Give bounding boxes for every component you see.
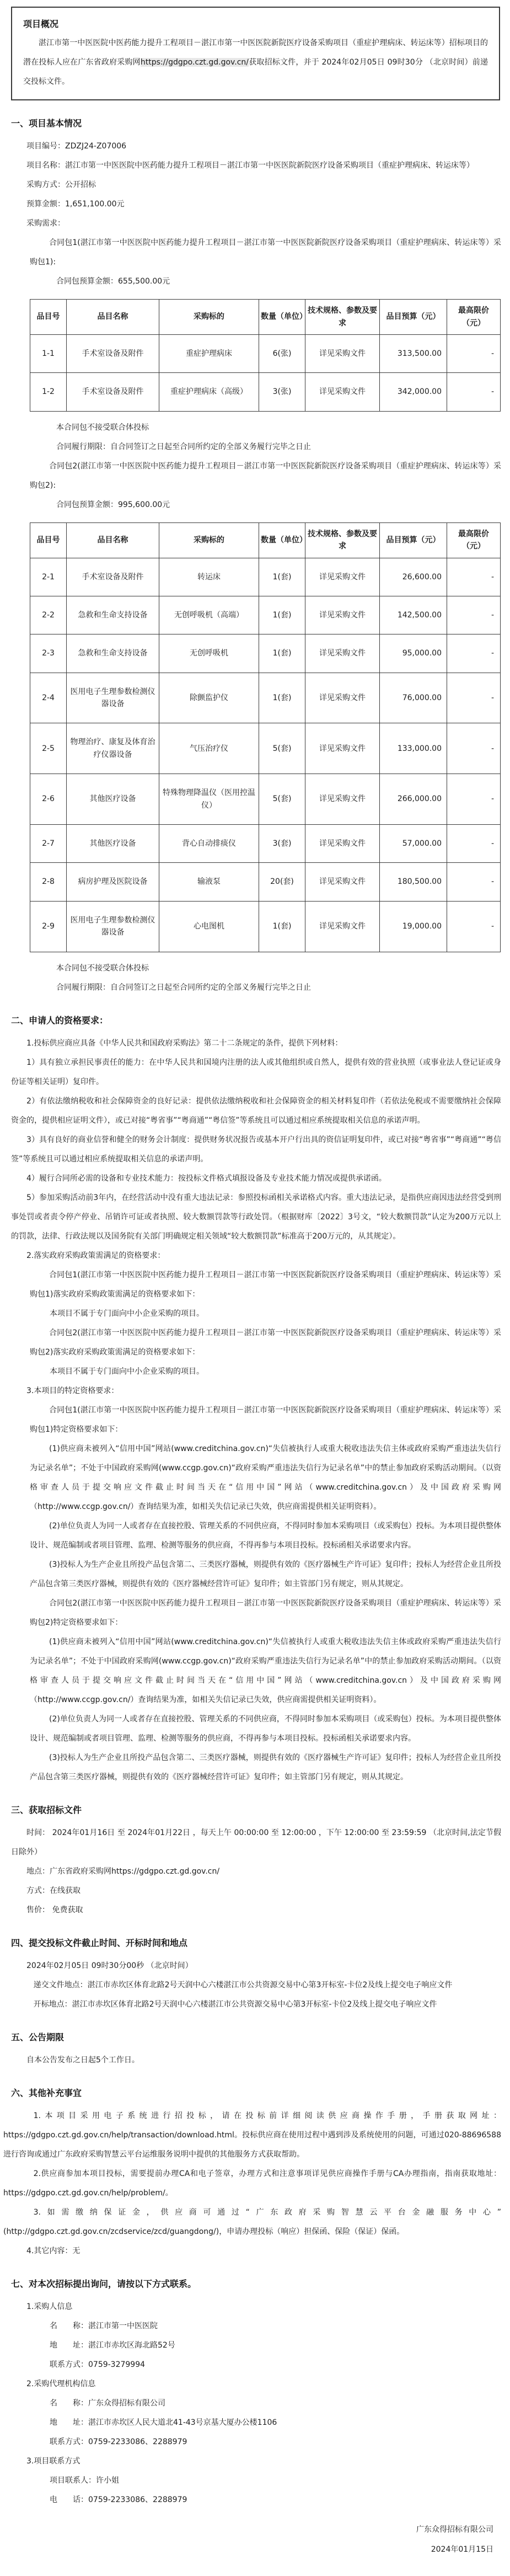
table-row bbox=[30, 673, 501, 723]
table-cell: 手术室设备及附件 bbox=[67, 373, 159, 411]
table-cell: 95,000.00 bbox=[380, 634, 447, 673]
table-cell: - bbox=[447, 774, 501, 825]
column-header: 采购标的 bbox=[159, 300, 259, 335]
table-cell: 313,500.00 bbox=[380, 334, 447, 372]
section-basic-heading: 一、项目基本情况 bbox=[11, 118, 82, 129]
table-cell: 6(张) bbox=[259, 334, 305, 372]
table-header-row bbox=[30, 522, 501, 558]
section-obtain-heading: 三、获取招标文件 bbox=[11, 1804, 82, 1815]
table-cell: 详见采购文件 bbox=[305, 774, 380, 825]
open-place-line: 开标地点：湛江市赤坎区体育北路2号天润中心六楼湛江市公共资源交易中心第3开标室-卡位2及线上提交电子响应文件 bbox=[33, 1999, 437, 2009]
qualification-item: 2.落实政府采购政策需满足的资格要求： bbox=[26, 1251, 165, 1260]
table-cell: 1-2 bbox=[30, 373, 67, 411]
table-cell: 背心自动排痰仪 bbox=[159, 825, 259, 863]
table-cell: 特殊物理降温仪（医用控温仪） bbox=[159, 774, 259, 825]
supplement-item: 4.其它内容：无 bbox=[26, 2246, 80, 2255]
table-cell: 输液泵 bbox=[159, 863, 259, 901]
table-cell: 1(套) bbox=[259, 901, 305, 952]
supplement-item: 3.如需缴纳保证金，供应商可通过“广东政府采购智慧云平台金融服务中心”(http://gdgpo.czt.gd.gov.cn/zcdservice/zcd/guangdong/)，申请办理投标（响应）担保函、保险（保证）保函。 bbox=[3, 2207, 501, 2236]
qualification-item: (2)单位负责人为同一人或者存在直接控股、管理关系的不同供应商，不得同时参加本采购项目（或采购包）投标。为本项目提供整体设计、规范编制或者项目管理、监理、检测等服务的供应商，不得再参与本项目投标。投标函相关承诺要求内容。 bbox=[30, 1714, 501, 1743]
column-header: 技术规格、参数及要求 bbox=[305, 300, 380, 335]
table-cell: 转运床 bbox=[159, 558, 259, 596]
table-cell: 心电图机 bbox=[159, 901, 259, 952]
supplement-item: 1.本项目采用电子系统进行招投标，请在投标前详细阅读供应商操作手册，手册获取网址：https://gdgpo.czt.gd.gov.cn/help/transaction/download.html。投标供应商在使用过程中遇到涉及系统使用的问题，可通过020-88696588 进行咨询或通过广东政府采购智慧云平台运维服务说明中提供的其他服务方式获取帮助。 bbox=[3, 2111, 501, 2159]
table-row bbox=[30, 863, 501, 901]
table-cell: 133,000.00 bbox=[380, 723, 447, 774]
table-cell: 医用电子生理参数检测仪器设备 bbox=[67, 673, 159, 723]
items-table-package2 bbox=[30, 522, 501, 952]
column-header: 数量（单位） bbox=[259, 300, 305, 335]
overview-heading: 项目概况 bbox=[23, 19, 59, 29]
demand-label: 采购需求： bbox=[26, 219, 65, 228]
table-cell: 无创呼吸机 bbox=[159, 634, 259, 673]
table-cell: 20(套) bbox=[259, 863, 305, 901]
table-cell: - bbox=[447, 373, 501, 411]
obtain-way-line: 方式：在线获取 bbox=[26, 1886, 80, 1895]
qualification-not-sme: 本项目不属于专门面向中小企业采购的项目。 bbox=[50, 1309, 204, 1318]
table-cell: 2-8 bbox=[30, 863, 67, 901]
table-cell: 手术室设备及附件 bbox=[67, 558, 159, 596]
qualification-item: 1.投标供应商应具备《中华人民共和国政府采购法》第二十二条规定的条件，提供下列材料： bbox=[26, 1038, 343, 1048]
table-cell: 详见采购文件 bbox=[305, 673, 380, 723]
table-cell: - bbox=[447, 558, 501, 596]
table-cell: 2-5 bbox=[30, 723, 67, 774]
supplement-item: 2.供应商参加本项目投标，需要提前办理CA和电子签章，办理方式和注意事项详见供应商操作手册与CA办理指南，指南获取地址：https://gdgpo.czt.gd.gov.cn/help/problem/。 bbox=[3, 2169, 501, 2198]
table-row bbox=[30, 825, 501, 863]
table-row bbox=[30, 558, 501, 596]
table-cell: 180,500.00 bbox=[380, 863, 447, 901]
table-cell: 急救和生命支持设备 bbox=[67, 596, 159, 634]
package2-duration: 合同履行期限：自合同签订之日起至合同所约定的全部义务履行完毕之日止 bbox=[56, 983, 311, 992]
table-cell: 2-2 bbox=[30, 596, 67, 634]
agency-name-line: 名 称：广东众得招标有限公司 bbox=[50, 2398, 165, 2408]
table-cell: - bbox=[447, 863, 501, 901]
table-cell: 1-1 bbox=[30, 334, 67, 372]
qualification-item: (1)供应商未被列入“信用中国”网站(www.creditchina.gov.cn)“失信被执行人或重大税收违法失信主体或政府采购严重违法失信行为记录名单”；不处于中国政府采购网(www.ccgp.gov.cn)“政府采购严重违法失信行为记录名单”中的禁止参加政府采购活动期间。（以资格审查人员于提交响应文件截止时间当天在“信用中国”网站（www.creditchina.gov.cn）及中国政府采购网（http://www.ccgp.gov.cn/）查询结果为准，如相关失信记录已失效，供应商需提供相关证明资料）。 bbox=[30, 1444, 501, 1511]
table-cell: 2-7 bbox=[30, 825, 67, 863]
table-cell: 2-4 bbox=[30, 673, 67, 723]
table-cell: 重症护理病床 bbox=[159, 334, 259, 372]
table-cell: 266,000.00 bbox=[380, 774, 447, 825]
signature-date: 2024年01月15日 bbox=[431, 2545, 493, 2554]
table-cell: 2-9 bbox=[30, 901, 67, 952]
obtain-price-line: 售价： 免费获取 bbox=[26, 1905, 83, 1914]
qualification-package2-policy: 合同包2(湛江市第一中医医院中医药能力提升工程项目－湛江市第一中医医院新院医疗设备采购项目（重症护理病床、转运床等）采购包2)落实政府采购政策需满足的资格要求如下： bbox=[30, 1328, 501, 1357]
table-cell: 26,600.00 bbox=[380, 558, 447, 596]
qualification-package2-specific: 合同包2(湛江市第一中医医院中医药能力提升工程项目－湛江市第一中医医院新院医疗设备采购项目（重症护理病床、转运床等）采购包2)特定资格要求如下： bbox=[30, 1598, 501, 1627]
table-row bbox=[30, 596, 501, 634]
table-cell: 3(张) bbox=[259, 373, 305, 411]
qualification-package1-specific: 合同包1(湛江市第一中医医院中医药能力提升工程项目－湛江市第一中医医院新院医疗设备采购项目（重症护理病床、转运床等）采购包1)特定资格要求如下： bbox=[30, 1405, 501, 1434]
table-cell: 1(套) bbox=[259, 558, 305, 596]
deadline-datetime-line: 2024年02月05日 09时30分00秒 （北京时间） bbox=[26, 1961, 193, 1970]
qualification-item: 2）有依法缴纳税收和社会保障资金的良好记录：提供依法缴纳税收和社会保障资金的相关材料复印件（若依法免税或不需要缴纳社会保障资金的，提供相应证明文件），或已对接“粤省事”“粤商通”“粤信签”等系统且可以通过相应系统提取相关信息的承诺声明。 bbox=[11, 1096, 501, 1125]
table-cell: 详见采购文件 bbox=[305, 723, 380, 774]
section-deadline-heading: 四、提交投标文件截止时间、开标时间和地点 bbox=[11, 1937, 188, 1948]
qualification-item: (2)单位负责人为同一人或者存在直接控股、管理关系的不同供应商，不得同时参加本采购项目（或采购包）投标。为本项目提供整体设计、规范编制或者项目管理、监理、检测等服务的供应商，不得再参与本项目投标。投标函相关承诺要求内容。 bbox=[30, 1521, 501, 1550]
section-supplement-heading: 六、其他补充事宜 bbox=[11, 2087, 82, 2098]
column-header: 品目名称 bbox=[67, 300, 159, 335]
qualification-item: 5）参加采购活动前3年内，在经营活动中没有重大违法记录：参照投标函相关承诺格式内容。重大违法记录，是指供应商因违法经营受到刑事处罚或者责令停产停业、吊销许可证或者执照、较大数额罚款等行政处罚。（根据财库〔2022〕3号文，“较大数额罚款”认定为200万元以上的罚款，法律、行政法规以及国务院有关部门明确规定相关领域“较大数额罚款”标准高于200万元的，从其规定）。 bbox=[11, 1193, 501, 1241]
column-header: 采购标的 bbox=[159, 522, 259, 558]
table-cell: 病房护理及医院设备 bbox=[67, 863, 159, 901]
purchase-method-line: 采购方式：公开招标 bbox=[26, 180, 96, 190]
package2-budget: 合同包预算金额：995,600.00元 bbox=[56, 500, 170, 509]
table-cell: 详见采购文件 bbox=[305, 373, 380, 411]
agency-info-title: 2.采购代理机构信息 bbox=[26, 2379, 96, 2388]
table-row bbox=[30, 723, 501, 774]
package1-budget: 合同包预算金额：655,500.00元 bbox=[56, 277, 170, 286]
table-cell: 医用电子生理参数检测仪器设备 bbox=[67, 901, 159, 952]
qualification-item: (3)投标人为生产企业且所投产品包含第二、三类医疗器械，则提供有效的《医疗器械生产许可证》复印件；投标人为经营企业且所投产品包含第三类医疗器械，则提供有效的《医疗器械经营许可证》复印件；如主管部门另有规定，则从其规定。 bbox=[30, 1753, 501, 1782]
budget-line: 预算金额：1,651,100.00元 bbox=[26, 200, 125, 209]
table-cell: 57,000.00 bbox=[380, 825, 447, 863]
submit-place-line: 递交文件地点：湛江市赤坎区体育北路2号天润中心六楼湛江市公共资源交易中心第3开标室-卡位2及线上提交电子响应文件 bbox=[33, 1980, 453, 1990]
table-cell: 342,000.00 bbox=[380, 373, 447, 411]
signature-block bbox=[3, 2520, 501, 2560]
items-table-package1 bbox=[30, 299, 501, 412]
obtain-place-line: 地点：广东省政府采购网https://gdgpo.czt.gd.gov.cn/ bbox=[26, 1866, 220, 1876]
purchaser-phone-line: 联系方式：0759-3279994 bbox=[50, 2360, 146, 2369]
qualification-item: (1)供应商未被列入“信用中国”网站(www.creditchina.gov.cn)“失信被执行人或重大税收违法失信主体或政府采购严重违法失信行为记录名单”；不处于中国政府采购网(www.ccgp.gov.cn)“政府采购严重违法失信行为记录名单”中的禁止参加政府采购活动期间。（以资格审查人员于提交响应文件截止时间当天在“信用中国”网站（www.creditchina.gov.cn）及中国政府采购网（http://www.ccgp.gov.cn/）查询结果为准，如相关失信记录已失效，供应商需提供相关证明资料）。 bbox=[30, 1637, 501, 1704]
table-cell: 手术室设备及附件 bbox=[67, 334, 159, 372]
column-header: 技术规格、参数及要求 bbox=[305, 522, 380, 558]
qualification-item: 3.本项目的特定资格要求： bbox=[26, 1386, 119, 1395]
table-cell: 2-3 bbox=[30, 634, 67, 673]
overview-text-before-link: 湛江市第一中医医院中医药能力提升工程项目－湛江市第一中医医院新院医疗设备采购项目（重症护理病床、转运床等）招标项目的潜在投标人应在广东省政府采购网 bbox=[23, 39, 488, 67]
table-cell: 详见采购文件 bbox=[305, 596, 380, 634]
table-cell: - bbox=[447, 634, 501, 673]
column-header: 品目号 bbox=[30, 300, 67, 335]
table-cell: 19,000.00 bbox=[380, 901, 447, 952]
table-cell: 3(套) bbox=[259, 825, 305, 863]
table-header-row bbox=[30, 300, 501, 335]
package1-title: 合同包1(湛江市第一中医医院中医药能力提升工程项目－湛江市第一中医医院新院医疗设备采购项目（重症护理病床、转运床等）采购包1): bbox=[30, 238, 501, 267]
procurement-site-link[interactable]: https://gdgpo.czt.gd.gov.cn/ bbox=[140, 58, 249, 67]
table-cell: 其他医疗设备 bbox=[67, 825, 159, 863]
table-cell: 5(套) bbox=[259, 723, 305, 774]
agency-phone-line: 联系方式：0759-2233086、2288979 bbox=[50, 2437, 187, 2446]
project-number-line: 项目编号：ZDZJ24-Z07006 bbox=[26, 142, 127, 151]
qualification-item: 1）具有独立承担民事责任的能力：在中华人民共和国境内注册的法人或其他组织或自然人，提供有效的营业执照（或事业法人登记证或身份证等相关证明）复印件。 bbox=[11, 1058, 501, 1086]
table-cell: 142,500.00 bbox=[380, 596, 447, 634]
table-cell: 1(套) bbox=[259, 634, 305, 673]
table-cell: - bbox=[447, 673, 501, 723]
table-row bbox=[30, 634, 501, 673]
table-cell: 急救和生命支持设备 bbox=[67, 634, 159, 673]
project-contact-person-line: 项目联系人：许小姐 bbox=[50, 2476, 119, 2485]
table-cell: 详见采购文件 bbox=[305, 825, 380, 863]
column-header: 数量（单位） bbox=[259, 522, 305, 558]
column-header: 品目号 bbox=[30, 522, 67, 558]
obtain-time-line: 时间： 2024年01月16日 至 2024年01月22日 ，每天上午 00:00:00 至 12:00:00 ，下午 12:00:00 至 23:59:59 （北京时间,法定节假日除外） bbox=[11, 1828, 501, 1857]
table-cell: 气压治疗仪 bbox=[159, 723, 259, 774]
project-name-line: 项目名称：湛江市第一中医医院中医药能力提升工程项目－湛江市第一中医医院新院医疗设备采购项目（重症护理病床、转运床等） bbox=[26, 161, 474, 170]
section-notice-period-heading: 五、公告期限 bbox=[11, 2031, 65, 2042]
table-cell: - bbox=[447, 901, 501, 952]
table-cell: 详见采购文件 bbox=[305, 901, 380, 952]
column-header: 最高限价（元） bbox=[447, 522, 501, 558]
table-cell: - bbox=[447, 825, 501, 863]
table-cell: 76,000.00 bbox=[380, 673, 447, 723]
column-header: 品目名称 bbox=[67, 522, 159, 558]
table-row bbox=[30, 334, 501, 372]
table-cell: 无创呼吸机（高端） bbox=[159, 596, 259, 634]
table-cell: 1(套) bbox=[259, 673, 305, 723]
table-cell: 2-6 bbox=[30, 774, 67, 825]
qualification-item: 3）具有良好的商业信誉和健全的财务会计制度：提供财务状况报告或基本开户行出具的资信证明复印件，或已对接“粤省事”“粤商通”“粤信签”等系统且可以通过相应系统提取相关信息的承诺声明。 bbox=[11, 1135, 501, 1164]
table-row bbox=[30, 901, 501, 952]
table-row bbox=[30, 373, 501, 411]
table-cell: 除颤监护仪 bbox=[159, 673, 259, 723]
table-cell: 其他医疗设备 bbox=[67, 774, 159, 825]
purchaser-name-line: 名 称：湛江市第一中医医院 bbox=[50, 2321, 158, 2330]
purchaser-info-title: 1.采购人信息 bbox=[26, 2302, 73, 2311]
package1-duration: 合同履行期限：自合同签订之日起至合同所约定的全部义务履行完毕之日止 bbox=[56, 442, 311, 451]
table-cell: 物理治疗、康复及体育治疗仪器设备 bbox=[67, 723, 159, 774]
table-row bbox=[30, 774, 501, 825]
column-header: 品目预算（元） bbox=[380, 522, 447, 558]
project-contact-title: 3.项目联系方式 bbox=[26, 2456, 80, 2466]
package2-title: 合同包2(湛江市第一中医医院中医药能力提升工程项目－湛江市第一中医医院新院医疗设备采购项目（重症护理病床、转运床等）采购包2): bbox=[30, 461, 501, 490]
table-cell: - bbox=[447, 596, 501, 634]
table-cell: - bbox=[447, 334, 501, 372]
notice-period-line: 自本公告发布之日起5个工作日。 bbox=[26, 2055, 139, 2065]
package1-no-joint-bid: 本合同包不接受联合体投标 bbox=[56, 423, 149, 432]
table-cell: 详见采购文件 bbox=[305, 863, 380, 901]
purchaser-address-line: 地 址：湛江市赤坎区海北路52号 bbox=[50, 2340, 175, 2350]
column-header: 品目预算（元） bbox=[380, 300, 447, 335]
table-cell: 1(套) bbox=[259, 596, 305, 634]
qualification-item: 4）履行合同所必需的设备和专业技术能力：按投标文件格式填报设备及专业技术能力情况或提供承诺函。 bbox=[26, 1174, 386, 1183]
table-cell: 详见采购文件 bbox=[305, 634, 380, 673]
project-contact-phone-line: 电 话：0759-2233086、2288979 bbox=[50, 2495, 187, 2504]
table-cell: 详见采购文件 bbox=[305, 558, 380, 596]
qualification-item: (3)投标人为生产企业且所投产品包含第二、三类医疗器械，则提供有效的《医疗器械生产许可证》复印件；投标人为经营企业且所投产品包含第三类医疗器械，则提供有效的《医疗器械经营许可证》复印件；如主管部门另有规定，则从其规定。 bbox=[30, 1560, 501, 1588]
section-qualification-heading: 二、申请人的资格要求： bbox=[11, 1015, 109, 1026]
overview-paragraph bbox=[23, 34, 488, 92]
section-contact-heading: 七、对本次招标提出询问，请按以下方式联系。 bbox=[11, 2278, 197, 2289]
agency-address-line: 地 址：湛江市赤坎区人民大道北41-43号京基大厦办公楼1106 bbox=[50, 2418, 277, 2427]
project-overview-box bbox=[11, 7, 500, 100]
signature-agency: 广东众得招标有限公司 bbox=[416, 2525, 493, 2534]
column-header: 最高限价（元） bbox=[447, 300, 501, 335]
qualification-package1-policy: 合同包1(湛江市第一中医医院中医药能力提升工程项目－湛江市第一中医医院新院医疗设备采购项目（重症护理病床、转运床等）采购包1)落实政府采购政策需满足的资格要求如下： bbox=[30, 1270, 501, 1299]
table-cell: 重症护理病床（高级） bbox=[159, 373, 259, 411]
table-cell: 2-1 bbox=[30, 558, 67, 596]
table-cell: 详见采购文件 bbox=[305, 334, 380, 372]
table-cell: 5(套) bbox=[259, 774, 305, 825]
table-cell: - bbox=[447, 723, 501, 774]
package2-no-joint-bid: 本合同包不接受联合体投标 bbox=[56, 963, 149, 973]
overview-text-after-link: 获取招标文件，并于 2024年02月05日 09时30分 （北京时间）前递交投标文件。 bbox=[23, 58, 488, 87]
qualification-not-sme: 本项目不属于专门面向中小企业采购的项目。 bbox=[50, 1367, 204, 1376]
